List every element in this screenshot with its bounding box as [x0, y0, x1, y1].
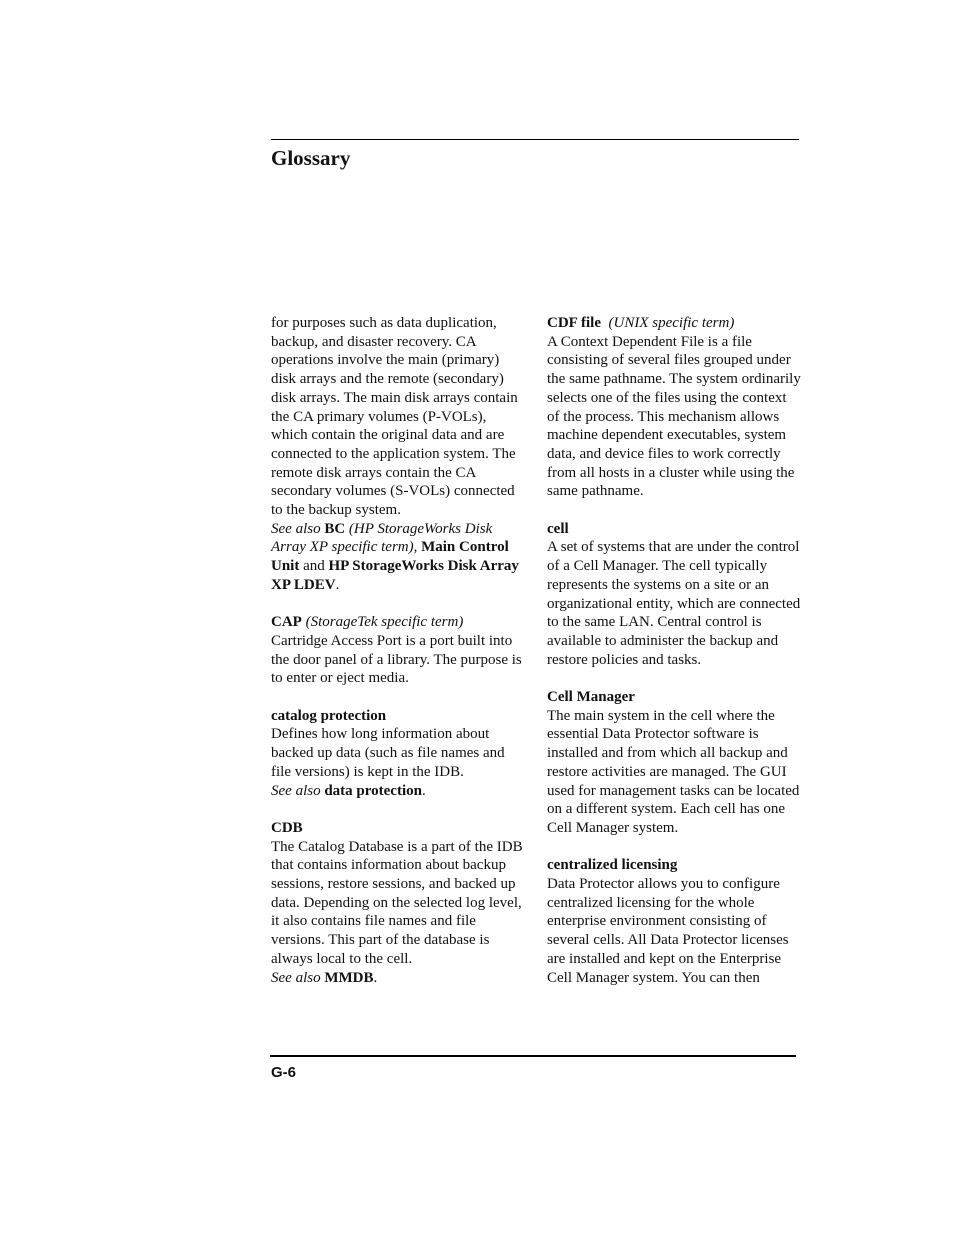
entry-qualifier: (StorageTek specific term)	[305, 614, 464, 631]
see-also-label: See also	[271, 782, 321, 799]
entry-definition: Defines how long information about backed up data (such as file names and file versions) is kept in the IDB.	[271, 726, 505, 780]
see-also-ref-main-control-unit[interactable]: Main Control Unit	[271, 539, 509, 575]
page-title: Glossary	[271, 146, 351, 170]
see-also-line	[271, 969, 523, 988]
glossary-entry-centralized-licensing	[547, 856, 801, 987]
see-also-label: See also	[271, 520, 321, 537]
see-also-separator: ,	[413, 539, 422, 556]
entry-definition: The main system in the cell where the essential Data Protector software is installed and from which all backup and restore activities are managed. The GUI used for management tasks can be located on a different system. Each cell has one Cell Manager system.	[547, 707, 800, 836]
right-column	[547, 314, 801, 1006]
glossary-entry-cdb	[271, 819, 523, 987]
entry-definition: for purposes such as data duplication, backup, and disaster recovery. CA operations involve the main (primary) disk arrays and the remote (secondary) disk arrays. The main disk arrays contain the CA primary volumes (P-VOLs), which contain the original data and are connected to the application system. The remote disk arrays contain the CA secondary volumes (S-VOLs) connected to the backup system.	[271, 315, 518, 519]
entry-heading	[271, 613, 523, 632]
see-also-separator: and	[299, 558, 329, 575]
glossary-entry-ca-continuation	[271, 314, 523, 595]
glossary-entry-cell	[547, 520, 801, 670]
entry-definition: A set of systems that are under the control of a Cell Manager. The cell typically represents the systems on a site or an organizational entity, which are connected to the same LAN. Central control is available to administer the backup and restore policies and tasks.	[547, 539, 801, 668]
see-also-end: .	[335, 576, 340, 593]
see-also-end: .	[421, 782, 426, 799]
see-also-ref-ldev[interactable]: HP StorageWorks Disk Array XP LDEV	[271, 558, 519, 593]
entry-term: cell	[547, 520, 569, 537]
entry-qualifier: (UNIX specific term)	[608, 315, 735, 331]
entry-term: CDB	[271, 819, 303, 836]
see-also-line	[271, 520, 523, 595]
see-also-end: .	[373, 969, 378, 986]
entry-term: catalog protection	[271, 707, 387, 724]
entry-definition: Data Protector allows you to configure centralized licensing for the whole enterprise environment consisting of several cells. All Data Protector licenses are installed and kept on the Enterprise Cell Manager system. You can then	[547, 876, 789, 986]
entry-term: CAP	[271, 614, 302, 631]
glossary-entry-cdf-file	[547, 314, 801, 501]
left-column	[271, 314, 523, 1006]
entry-heading	[547, 314, 801, 333]
glossary-entry-catalog-protection	[271, 707, 523, 801]
entry-definition: A Context Dependent File is a file consisting of several files grouped under the same pathname. The system ordinarily selects one of the files using the context of the process. This mechanism allows machine dependent executables, system data, and device files to work correctly from all hosts in a cluster while using the same pathname.	[547, 333, 801, 500]
entry-definition: The Catalog Database is a part of the IDB that contains information about backup sessions, restore sessions, and backed up data. Depending on the selected log level, it also contains file names and file versions. This part of the database is always local to the cell.	[271, 838, 523, 967]
see-also-ref-data-protection[interactable]: data protection	[324, 782, 422, 799]
see-also-ref-bc[interactable]: BC	[324, 520, 346, 537]
see-also-line	[271, 782, 523, 801]
glossary-entry-cap	[271, 613, 523, 688]
see-also-label: See also	[271, 969, 321, 986]
header-rule	[271, 139, 799, 140]
entry-definition: Cartridge Access Port is a port built into the door panel of a library. The purpose is to enter or eject media.	[271, 632, 522, 687]
footer-rule	[270, 1055, 796, 1057]
page-number: G-6	[271, 1064, 297, 1081]
entry-term: centralized licensing	[547, 857, 678, 874]
see-also-ref-mmdb[interactable]: MMDB	[324, 969, 374, 986]
see-also-ref-qualifier: (HP StorageWorks Disk Array XP specific term)	[271, 520, 493, 556]
entry-term: CDF file	[547, 315, 602, 331]
entry-term: Cell Manager	[547, 689, 635, 706]
glossary-entry-cell-manager	[547, 688, 801, 838]
